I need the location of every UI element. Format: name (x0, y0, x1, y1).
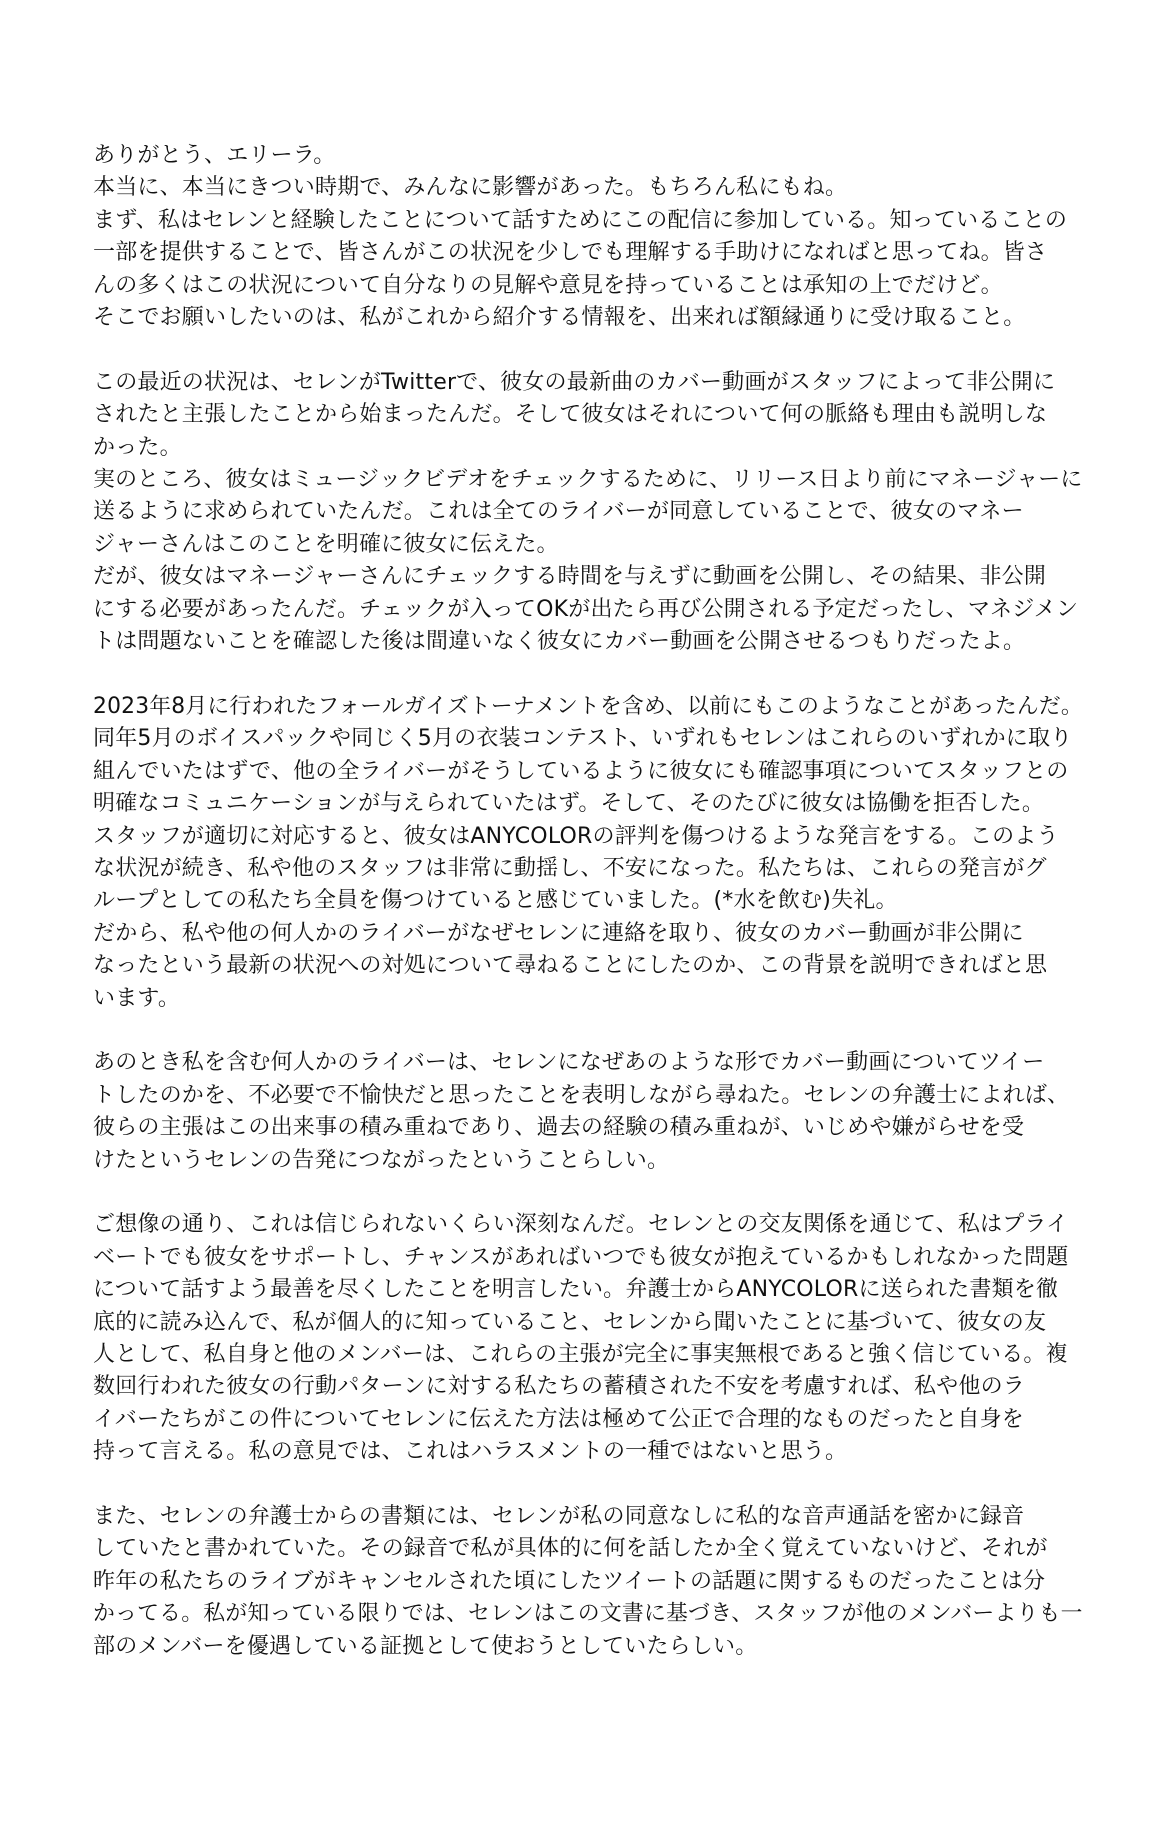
text-line: ご想像の通り、これは信じられないくらい深刻なんだ。セレンとの交友関係を通じて、私はプライ (93, 1212, 1069, 1238)
paragraph-3 (93, 691, 1083, 1015)
paragraph-2 (93, 367, 1083, 659)
text-line: ジャーさんはこのことを明確に彼女に伝えた。 (93, 531, 559, 557)
text-line: ベートでも彼女をサポートし、チャンスがあればいつでも彼女が抱えているかもしれなかった問題 (93, 1244, 1069, 1270)
text-line: だから、私や他の何人かのライバーがなぜセレンに連絡を取り、彼女のカバー動画が非公開に (93, 920, 1024, 946)
text-line: ありがとう、エリーラ。 (93, 143, 336, 168)
text-line: かってる。私が知っている限りでは、セレンはこの文書に基づき、スタッフが他のメンバーよりも一 (93, 1601, 1083, 1627)
text-line: あのとき私を含む何人かのライバーは、セレンになぜあのような形でカバー動画についてツイー (93, 1050, 1045, 1076)
text-line: トは問題ないことを確認した後は間違いなく彼女にカバー動画を公開させるつもりだったよ。 (93, 629, 1026, 655)
text-line: けたというセレンの告発につながったということらしい。 (93, 1147, 670, 1173)
text-line: 実のところ、彼女はミュージックビデオをチェックするために、リリース日より前にマネージャーに (93, 467, 1083, 493)
text-line: 本当に、本当にきつい時期で、みんなに影響があった。もちろん私にもね。 (93, 175, 848, 201)
paragraph-4 (93, 1047, 1083, 1177)
text-line: 2023年8月に行われたフォールガイズトーナメントを含め、以前にもこのようなことがあったんだ。 (93, 693, 1083, 719)
text-line: かった。 (93, 434, 182, 460)
document-body (93, 140, 1083, 1695)
text-line: について話すよう最善を尽くしたことを明言したい。弁護士からANYCOLORに送られた書類を徹 (93, 1277, 1059, 1303)
paragraph-1 (93, 140, 1083, 334)
text-line: まず、私はセレンと経験したことについて話すためにこの配信に参加している。知っていることの (93, 207, 1068, 233)
text-line: 部のメンバーを優遇している証拠として使おうとしていたらしい。 (93, 1633, 758, 1659)
text-line: していたと書かれていた。その録音で私が具体的に何を話したか全く覚えていないけど、それが (93, 1536, 1048, 1562)
text-line: 人として、私自身と他のメンバーは、これらの主張が完全に事実無根であると強く信じている。複 (93, 1341, 1068, 1367)
text-line: 送るように求められていたんだ。これは全てのライバーが同意していることで、彼女のマネー (93, 499, 1024, 525)
text-line: スタッフが適切に対応すると、彼女はANYCOLORの評判を傷つけるような発言をする。このよう (93, 823, 1059, 849)
text-line: 底的に読み込んで、私が個人的に知っていること、セレンから聞いたことに基づいて、彼女の友 (93, 1309, 1047, 1335)
text-line: この最近の状況は、セレンがTwitterで、彼女の最新曲のカバー動画がスタッフによって非公開に (93, 369, 1056, 395)
text-line: 一部を提供することで、皆さんがこの状況を少しでも理解する手助けになればと思ってね。皆さ (93, 240, 1048, 266)
text-line: にする必要があったんだ。チェックが入ってOKが出たら再び公開される予定だったし、マネジメン (93, 596, 1079, 622)
text-line: そこでお願いしたいのは、私がこれから紹介する情報を、出来れば額縁通りに受け取ること。 (93, 305, 1026, 331)
text-line: 同年5月のボイスパックや同じく5月の衣装コンテスト、いずれもセレンはこれらのいずれかに取り (93, 726, 1073, 752)
text-line: 持って言える。私の意見では、これはハラスメントの一種ではないと思う。 (93, 1439, 848, 1465)
text-line: されたと主張したことから始まったんだ。そして彼女はそれについて何の脈絡も理由も説明しな (93, 402, 1048, 428)
text-line: 昨年の私たちのライブがキャンセルされた頃にしたツイートの話題に関するものだったことは分 (93, 1568, 1046, 1594)
paragraph-6 (93, 1501, 1083, 1663)
text-line: んの多くはこの状況について自分なりの見解や意見を持っていることは承知の上でだけど。 (93, 272, 1003, 298)
text-line: 数回行われた彼女の行動パターンに対する私たちの蓄積された不安を考慮すれば、私や他のラ (93, 1374, 1025, 1400)
text-line: います。 (93, 985, 181, 1011)
text-line: 彼らの主張はこの出来事の積み重ねであり、過去の経験の積み重ねが、いじめや嫌がらせを受 (93, 1115, 1025, 1141)
text-line: だが、彼女はマネージャーさんにチェックする時間を与えずに動画を公開し、その結果、非公開 (93, 564, 1047, 590)
text-line: 明確なコミュニケーションが与えられていたはず。そして、そのたびに彼女は協働を拒否した。 (93, 791, 1045, 817)
paragraph-5 (93, 1209, 1083, 1468)
text-line: 組んでいたはずで、他の全ライバーがそうしているように彼女にも確認事項についてスタッフとの (93, 758, 1069, 784)
text-line: トしたのかを、不必要で不愉快だと思ったことを表明しながら尋ねた。セレンの弁護士によれば、 (93, 1082, 1070, 1108)
text-line: また、セレンの弁護士からの書類には、セレンが私の同意なしに私的な音声通話を密かに録音 (93, 1503, 1025, 1529)
text-line: イバーたちがこの件についてセレンに伝えた方法は極めて公正で合理的なものだったと自身を (93, 1406, 1024, 1432)
text-line: な状況が続き、私や他のスタッフは非常に動揺し、不安になった。私たちは、これらの発言がグ (93, 855, 1047, 881)
text-line: ループとしての私たち全員を傷つけていると感じていました。(*水を飲む)失礼。 (93, 888, 898, 914)
text-line: なったという最新の状況への対処について尋ねることにしたのか、この背景を説明できればと思 (93, 953, 1048, 979)
